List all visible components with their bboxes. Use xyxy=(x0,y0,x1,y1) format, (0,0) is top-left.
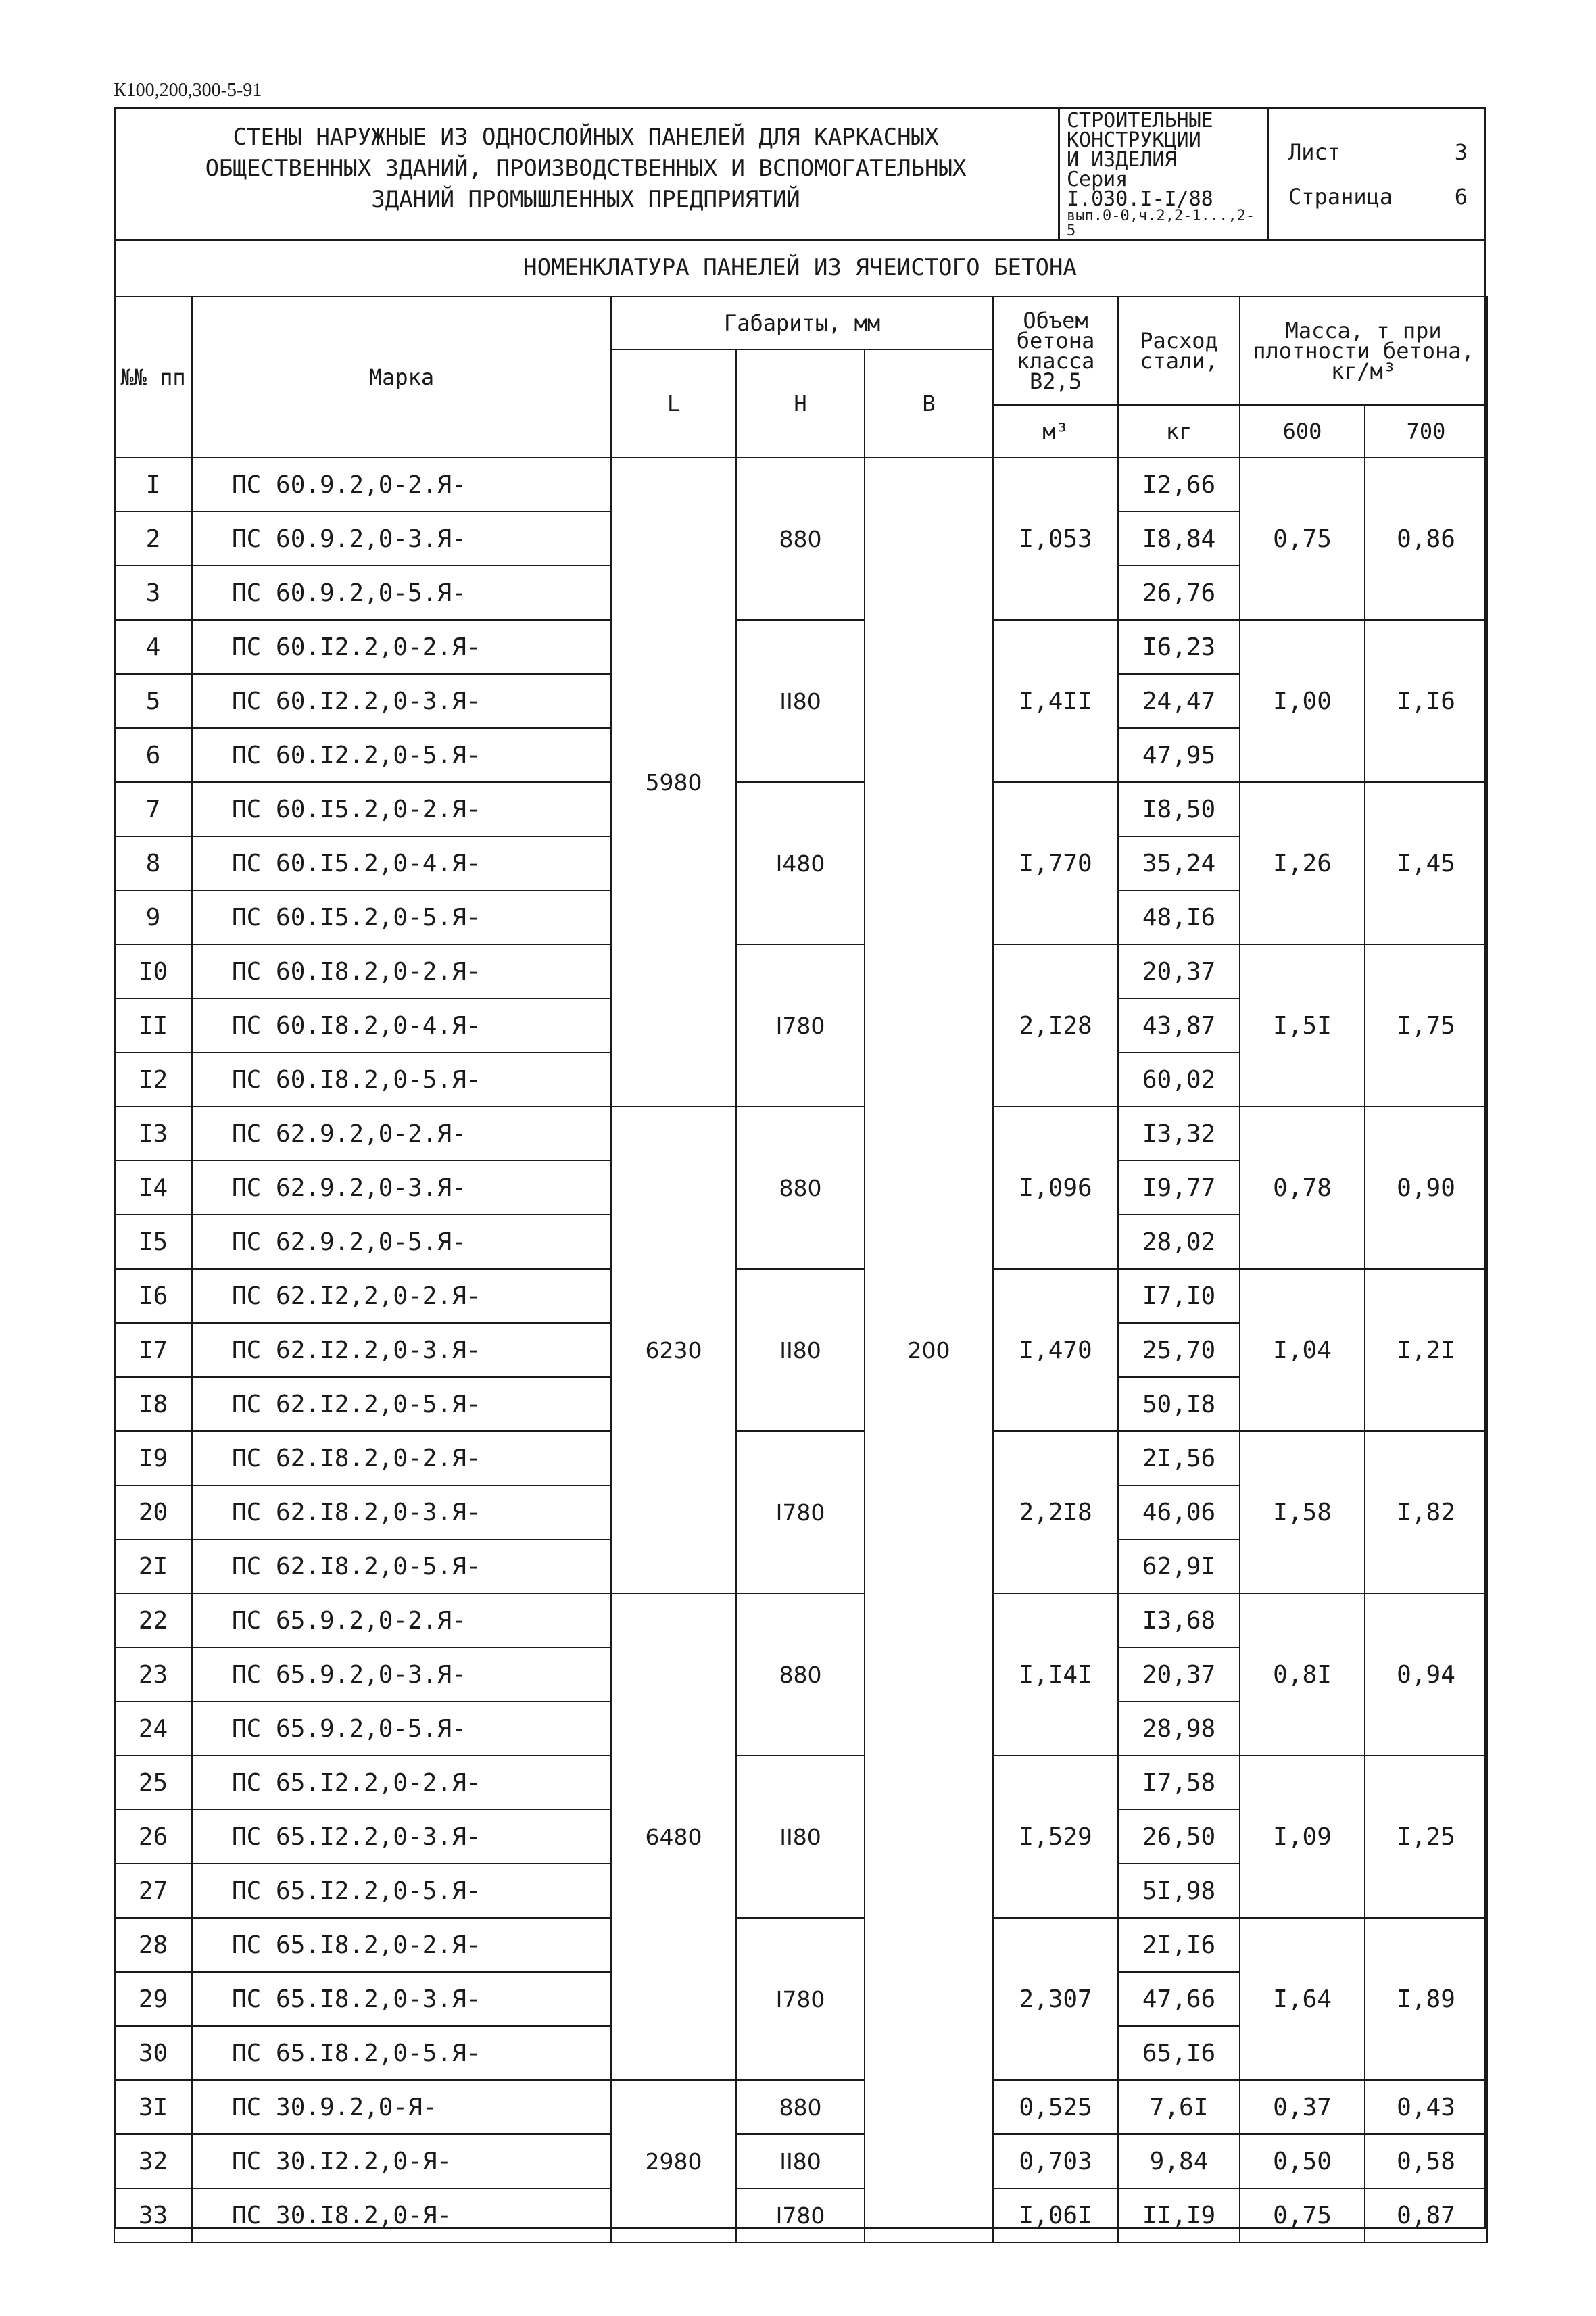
steel-consumption: I7,58 xyxy=(1118,1756,1240,1810)
row-number: 8 xyxy=(114,836,192,890)
mass-600: I,64 xyxy=(1240,1918,1365,2080)
height-H: 880 xyxy=(736,458,865,620)
height-H: 880 xyxy=(736,1593,865,1756)
row-number: 29 xyxy=(114,1972,192,2026)
steel-consumption: I2,66 xyxy=(1118,458,1240,512)
header-mass: Масса, т при плотности бетона, кг/м³ xyxy=(1240,297,1487,405)
thickness-B: 200 xyxy=(865,458,993,2242)
sheet-label: Лист xyxy=(1288,139,1341,165)
steel-consumption: 47,95 xyxy=(1118,728,1240,782)
mass-600: 0,37 xyxy=(1240,2080,1365,2134)
panel-mark: ПС 60.I2.2,0-2.Я- xyxy=(192,620,611,674)
series-line: Серия xyxy=(1067,168,1128,191)
table-heading: НОМЕНКЛАТУРА ПАНЕЛЕЙ ИЗ ЯЧЕИСТОГО БЕТОНА xyxy=(523,254,1077,281)
row-number: 5 xyxy=(114,674,192,728)
panel-mark: ПС 30.I2.2,0-Я- xyxy=(192,2134,611,2188)
mass-600: 0,75 xyxy=(1240,458,1365,620)
panel-mark: ПС 60.I2.2,0-3.Я- xyxy=(192,674,611,728)
row-number: 24 xyxy=(114,1702,192,1756)
steel-consumption: 60,02 xyxy=(1118,1053,1240,1107)
panel-mark: ПС 60.I5.2,0-5.Я- xyxy=(192,890,611,944)
panel-mark: ПС 62.I8.2,0-2.Я- xyxy=(192,1431,611,1485)
concrete-volume: 0,525 xyxy=(993,2080,1118,2134)
row-number: I5 xyxy=(114,1215,192,1269)
concrete-volume: I,096 xyxy=(993,1107,1118,1269)
steel-consumption: 28,02 xyxy=(1118,1215,1240,1269)
series-line: И ИЗДЕЛИЯ xyxy=(1067,148,1177,172)
height-H: 880 xyxy=(736,1107,865,1269)
steel-consumption: 46,06 xyxy=(1118,1485,1240,1539)
steel-consumption: 26,50 xyxy=(1118,1810,1240,1864)
table-row xyxy=(114,1431,1487,1485)
steel-consumption: 48,I6 xyxy=(1118,890,1240,944)
mass-600: I,26 xyxy=(1240,782,1365,944)
table-row xyxy=(114,782,1487,836)
header-volume-unit: м³ xyxy=(993,405,1118,458)
concrete-volume: I,470 xyxy=(993,1269,1118,1431)
height-H: I780 xyxy=(736,1918,865,2080)
steel-consumption: I7,I0 xyxy=(1118,1269,1240,1323)
header-mass-700: 700 xyxy=(1365,405,1487,458)
row-number: 23 xyxy=(114,1647,192,1702)
length-L: 2980 xyxy=(611,2080,736,2242)
row-number: I4 xyxy=(114,1161,192,1215)
series-line: КОНСТРУКЦИИ xyxy=(1067,128,1201,152)
concrete-volume: 2,307 xyxy=(993,1918,1118,2080)
steel-consumption: I8,50 xyxy=(1118,782,1240,836)
mass-600: I,04 xyxy=(1240,1269,1365,1431)
length-L: 6480 xyxy=(611,1593,736,2080)
table-row xyxy=(114,1269,1487,1323)
row-number: 20 xyxy=(114,1485,192,1539)
row-number: I7 xyxy=(114,1323,192,1377)
steel-consumption: 65,I6 xyxy=(1118,2026,1240,2080)
row-number: 33 xyxy=(114,2188,192,2242)
page-number: 6 xyxy=(1454,184,1468,210)
mass-700: I,2I xyxy=(1365,1269,1487,1431)
sheet-number: 3 xyxy=(1454,139,1468,165)
title-line: ЗДАНИЙ ПРОМЫШЛЕННЫХ ПРЕДПРИЯТИЙ xyxy=(371,186,800,213)
header-steel-unit: кг xyxy=(1118,405,1240,458)
mass-700: I,75 xyxy=(1365,944,1487,1107)
steel-consumption: 26,76 xyxy=(1118,566,1240,620)
row-number: I xyxy=(114,458,192,512)
steel-consumption: 43,87 xyxy=(1118,998,1240,1053)
mass-600: I,58 xyxy=(1240,1431,1365,1593)
panel-mark: ПС 65.I8.2,0-5.Я- xyxy=(192,2026,611,2080)
header-mark: Марка xyxy=(192,297,611,458)
mass-600: I,09 xyxy=(1240,1756,1365,1918)
panel-mark: ПС 60.I5.2,0-2.Я- xyxy=(192,782,611,836)
row-number: 27 xyxy=(114,1864,192,1918)
header-L: L xyxy=(611,349,736,458)
title-block xyxy=(114,107,1486,239)
document-code: К100,200,300-5-91 xyxy=(114,80,262,101)
height-H: II80 xyxy=(736,1756,865,1918)
steel-consumption: I3,32 xyxy=(1118,1107,1240,1161)
row-number: 9 xyxy=(114,890,192,944)
header-dims: Габариты, мм xyxy=(611,297,993,349)
steel-consumption: 25,70 xyxy=(1118,1323,1240,1377)
row-number: I8 xyxy=(114,1377,192,1431)
steel-consumption: 2I,56 xyxy=(1118,1431,1240,1485)
length-L: 5980 xyxy=(611,458,736,1107)
steel-consumption: 20,37 xyxy=(1118,1647,1240,1702)
concrete-volume: 2,I28 xyxy=(993,944,1118,1107)
panel-mark: ПС 62.I8.2,0-3.Я- xyxy=(192,1485,611,1539)
mass-700: 0,43 xyxy=(1365,2080,1487,2134)
steel-consumption: 5I,98 xyxy=(1118,1864,1240,1918)
row-number: 30 xyxy=(114,2026,192,2080)
mass-700: I,25 xyxy=(1365,1756,1487,1918)
row-number: 4 xyxy=(114,620,192,674)
steel-consumption: II,I9 xyxy=(1118,2188,1240,2242)
row-number: 3I xyxy=(114,2080,192,2134)
sheet-block xyxy=(1269,107,1486,239)
header-volume xyxy=(993,297,1118,405)
panel-mark: ПС 65.I2.2,0-2.Я- xyxy=(192,1756,611,1810)
panel-mark: ПС 60.9.2,0-2.Я- xyxy=(192,458,611,512)
panel-mark: ПС 60.I8.2,0-4.Я- xyxy=(192,998,611,1053)
height-H: I780 xyxy=(736,944,865,1107)
steel-consumption: 47,66 xyxy=(1118,1972,1240,2026)
row-number: 3 xyxy=(114,566,192,620)
series-line: СТРОИТЕЛЬНЫЕ xyxy=(1067,109,1213,132)
row-number: 2 xyxy=(114,512,192,566)
row-number: 32 xyxy=(114,2134,192,2188)
height-H: II80 xyxy=(736,620,865,782)
header-mass-600: 600 xyxy=(1240,405,1365,458)
header-num: №№ пп xyxy=(114,297,192,458)
panel-mark: ПС 60.9.2,0-5.Я- xyxy=(192,566,611,620)
row-number: 7 xyxy=(114,782,192,836)
mass-600: 0,75 xyxy=(1240,2188,1365,2242)
table-row xyxy=(114,1107,1487,1161)
table-body xyxy=(114,458,1487,2242)
steel-consumption: 24,47 xyxy=(1118,674,1240,728)
height-H: I780 xyxy=(736,2188,865,2242)
mass-700: 0,87 xyxy=(1365,2188,1487,2242)
panel-mark: ПС 65.9.2,0-5.Я- xyxy=(192,1702,611,1756)
panel-mark: ПС 62.9.2,0-2.Я- xyxy=(192,1107,611,1161)
panel-mark: ПС 60.I8.2,0-5.Я- xyxy=(192,1053,611,1107)
table-row xyxy=(114,458,1487,512)
mass-700: 0,94 xyxy=(1365,1593,1487,1756)
row-number: I3 xyxy=(114,1107,192,1161)
height-H: II80 xyxy=(736,2134,865,2188)
header-B: B xyxy=(865,349,993,458)
panel-nomenclature-table xyxy=(114,296,1488,2243)
row-number: 25 xyxy=(114,1756,192,1810)
concrete-volume: I,06I xyxy=(993,2188,1118,2242)
panel-mark: ПС 62.9.2,0-3.Я- xyxy=(192,1161,611,1215)
panel-mark: ПС 60.I2.2,0-5.Я- xyxy=(192,728,611,782)
steel-consumption: 20,37 xyxy=(1118,944,1240,998)
row-number: I9 xyxy=(114,1431,192,1485)
mass-700: 0,58 xyxy=(1365,2134,1487,2188)
row-number: 2I xyxy=(114,1539,192,1593)
concrete-volume: 2,2I8 xyxy=(993,1431,1118,1593)
panel-mark: ПС 60.I8.2,0-2.Я- xyxy=(192,944,611,998)
panel-mark: ПС 30.9.2,0-Я- xyxy=(192,2080,611,2134)
row-number: 26 xyxy=(114,1810,192,1864)
length-L: 6230 xyxy=(611,1107,736,1593)
table-row xyxy=(114,2134,1487,2188)
mass-600: I,00 xyxy=(1240,620,1365,782)
steel-consumption: 2I,I6 xyxy=(1118,1918,1240,1972)
panel-mark: ПС 62.I8.2,0-5.Я- xyxy=(192,1539,611,1593)
table-row xyxy=(114,1918,1487,1972)
page-label: Страница xyxy=(1288,184,1393,210)
concrete-volume: 0,703 xyxy=(993,2134,1118,2188)
header-steel: Расход стали, xyxy=(1118,297,1240,405)
table-row xyxy=(114,1593,1487,1647)
steel-consumption: 7,6I xyxy=(1118,2080,1240,2134)
series-issue: вып.0-0,ч.2,2-1...,2-5 xyxy=(1067,208,1255,239)
mass-700: 0,86 xyxy=(1365,458,1487,620)
panel-mark: ПС 65.I2.2,0-5.Я- xyxy=(192,1864,611,1918)
height-H: 880 xyxy=(736,2080,865,2134)
table-row xyxy=(114,2080,1487,2134)
concrete-volume: I,4II xyxy=(993,620,1118,782)
row-number: 28 xyxy=(114,1918,192,1972)
steel-consumption: I8,84 xyxy=(1118,512,1240,566)
height-H: II80 xyxy=(736,1269,865,1431)
concrete-volume: I,053 xyxy=(993,458,1118,620)
panel-mark: ПС 62.I2,2,0-2.Я- xyxy=(192,1269,611,1323)
mass-700: I,89 xyxy=(1365,1918,1487,2080)
title-line: СТЕНЫ НАРУЖНЫЕ ИЗ ОДНОСЛОЙНЫХ ПАНЕЛЕЙ ДЛЯ КАРКАСНЫХ xyxy=(233,124,939,151)
concrete-volume: I,529 xyxy=(993,1756,1118,1918)
panel-mark: ПС 60.9.2,0-3.Я- xyxy=(192,512,611,566)
series-line: I.030.I-I/88 xyxy=(1067,187,1213,211)
row-number: I6 xyxy=(114,1269,192,1323)
panel-mark: ПС 62.I2.2,0-5.Я- xyxy=(192,1377,611,1431)
concrete-volume: I,I4I xyxy=(993,1593,1118,1756)
panel-mark: ПС 62.9.2,0-5.Я- xyxy=(192,1215,611,1269)
mass-700: I,45 xyxy=(1365,782,1487,944)
concrete-volume: I,770 xyxy=(993,782,1118,944)
table-row xyxy=(114,944,1487,998)
steel-consumption: 28,98 xyxy=(1118,1702,1240,1756)
panel-mark: ПС 60.I5.2,0-4.Я- xyxy=(192,836,611,890)
table-row xyxy=(114,2188,1487,2242)
steel-consumption: I9,77 xyxy=(1118,1161,1240,1215)
mass-600: I,5I xyxy=(1240,944,1365,1107)
document-title xyxy=(114,107,1060,239)
panel-mark: ПС 65.9.2,0-2.Я- xyxy=(192,1593,611,1647)
steel-consumption: 62,9I xyxy=(1118,1539,1240,1593)
steel-consumption: 9,84 xyxy=(1118,2134,1240,2188)
mass-600: 0,50 xyxy=(1240,2134,1365,2188)
panel-mark: ПС 65.9.2,0-3.Я- xyxy=(192,1647,611,1702)
panel-mark: ПС 30.I8.2,0-Я- xyxy=(192,2188,611,2242)
row-number: I0 xyxy=(114,944,192,998)
header-H: H xyxy=(736,349,865,458)
table-row xyxy=(114,620,1487,674)
panel-mark: ПС 65.I8.2,0-3.Я- xyxy=(192,1972,611,2026)
panel-mark: ПС 65.I8.2,0-2.Я- xyxy=(192,1918,611,1972)
panel-mark: ПС 62.I2.2,0-3.Я- xyxy=(192,1323,611,1377)
steel-consumption: I6,23 xyxy=(1118,620,1240,674)
series-block xyxy=(1060,107,1269,239)
row-number: II xyxy=(114,998,192,1053)
height-H: I780 xyxy=(736,1431,865,1593)
mass-600: 0,8I xyxy=(1240,1593,1365,1756)
steel-consumption: I3,68 xyxy=(1118,1593,1240,1647)
row-number: 22 xyxy=(114,1593,192,1647)
mass-700: I,I6 xyxy=(1365,620,1487,782)
mass-600: 0,78 xyxy=(1240,1107,1365,1269)
mass-700: I,82 xyxy=(1365,1431,1487,1593)
mass-700: 0,90 xyxy=(1365,1107,1487,1269)
header-volume-text: Объем бетона класса B2,5 xyxy=(1016,308,1095,394)
title-line: ОБЩЕСТВЕННЫХ ЗДАНИЙ, ПРОИЗВОДСТВЕННЫХ И ВСПОМОГАТЕЛЬНЫХ xyxy=(205,155,967,182)
steel-consumption: 35,24 xyxy=(1118,836,1240,890)
table-row xyxy=(114,1756,1487,1810)
steel-consumption: 50,I8 xyxy=(1118,1377,1240,1431)
height-H: I480 xyxy=(736,782,865,944)
row-number: I2 xyxy=(114,1053,192,1107)
panel-mark: ПС 65.I2.2,0-3.Я- xyxy=(192,1810,611,1864)
row-number: 6 xyxy=(114,728,192,782)
